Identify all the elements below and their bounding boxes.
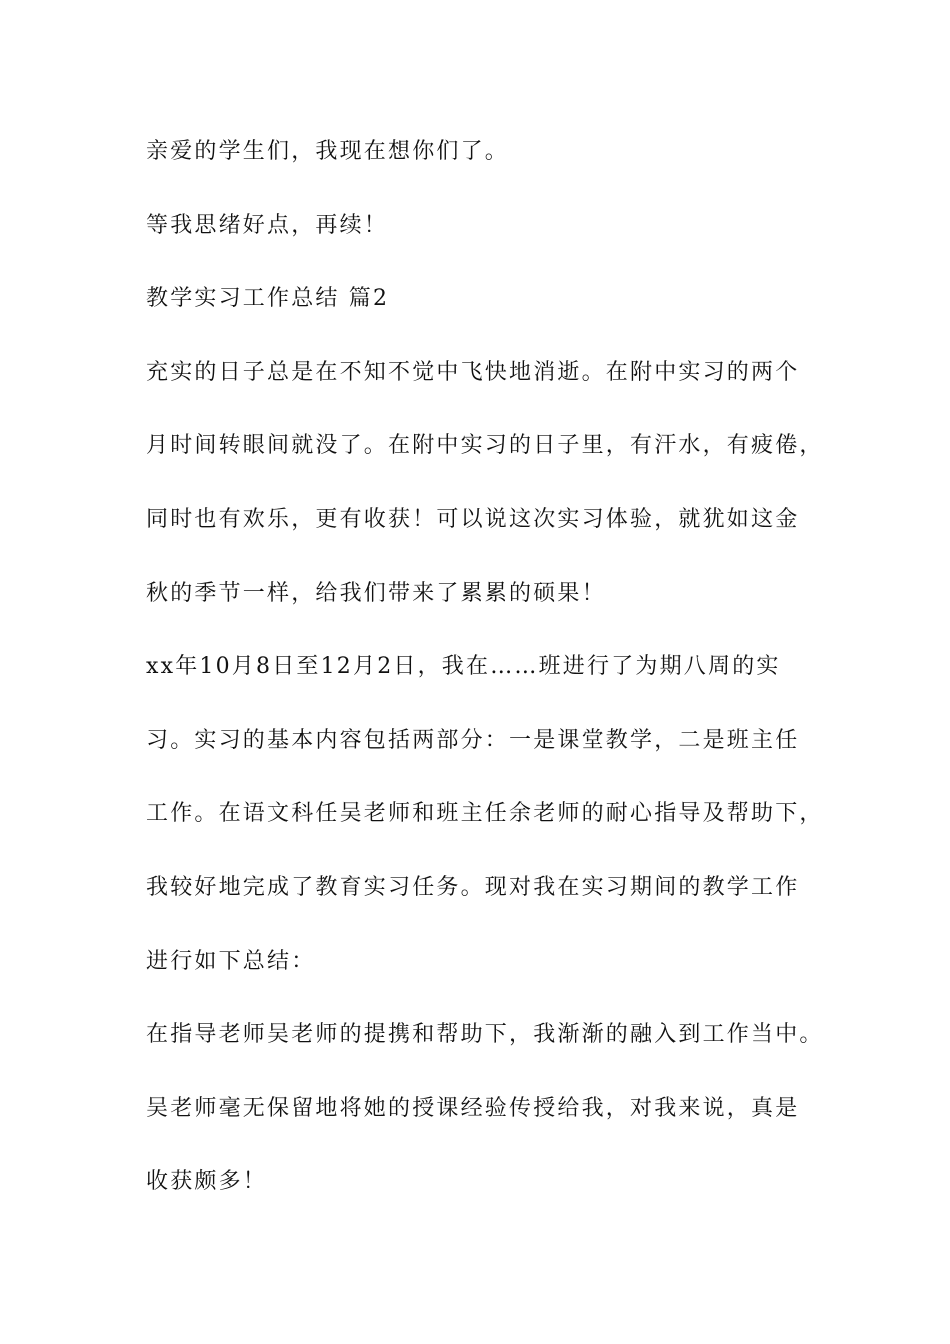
section-heading: 教学实习工作总结 篇2 [146,286,390,312]
text-line: xx年10月8日至12月2日，我在……班进行了为期八周的实 [146,654,781,680]
text-line: 工作。在语文科任吴老师和班主任余老师的耐心指导及帮助下， [146,801,824,827]
document-body [146,128,826,1232]
text-line: 等我思绪好点，再续！ [146,212,389,238]
text-line: 同时也有欢乐，更有收获！可以说这次实习体验，就犹如这金 [146,506,800,532]
text-line: 吴老师毫无保留地将她的授课经验传授给我，对我来说，真是 [146,1095,800,1121]
text-line: 收获颇多！ [146,1169,268,1195]
text-line: 月时间转眼间就没了。在附中实习的日子里，有汗水，有疲倦， [146,433,824,459]
text-line: 秋的季节一样，给我们带来了累累的硕果！ [146,580,606,606]
text-line: 亲爱的学生们，我现在想你们了。 [146,139,510,164]
text-line: 充实的日子总是在不知不觉中飞快地消逝。在附中实习的两个 [146,359,800,385]
text-line: 在指导老师吴老师的提携和帮助下，我渐渐的融入到工作当中。 [146,1022,824,1048]
text-line: 习。实习的基本内容包括两部分：一是课堂教学，二是班主任 [146,727,800,753]
text-line: 我较好地完成了教育实习任务。现对我在实习期间的教学工作 [146,874,800,900]
text-line: 进行如下总结： [146,948,316,974]
